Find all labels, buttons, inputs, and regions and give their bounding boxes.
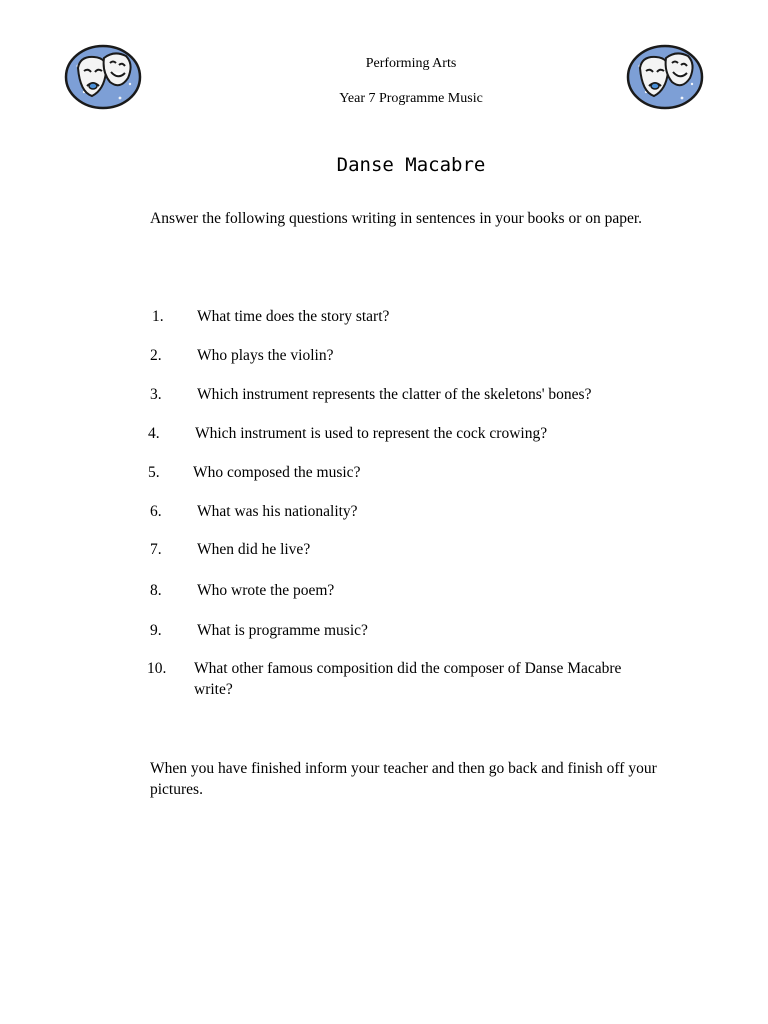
question-number: 10. — [147, 660, 167, 677]
question-text: What was his nationality? — [197, 503, 358, 520]
question-number: 7. — [150, 541, 162, 558]
question-text: Who wrote the poem? — [197, 582, 335, 599]
question-text: What other famous composition did the composer of Danse Macabre write? — [194, 660, 622, 698]
question-text: Which instrument is used to represent the cock crowing? — [195, 425, 548, 442]
question-text: Who plays the violin? — [197, 347, 334, 364]
question-number: 6. — [150, 503, 162, 520]
question-text: When did he live? — [197, 541, 311, 558]
question-number: 9. — [150, 622, 162, 639]
question-number: 5. — [148, 464, 160, 481]
closing-paragraph: When you have finished inform your teacher and then go back and finish off your pictures. — [150, 760, 657, 798]
question-text: What is programme music? — [197, 622, 368, 639]
subtitle-heading: Year 7 Programme Music — [339, 91, 483, 106]
department-heading: Performing Arts — [365, 56, 457, 71]
instructions-paragraph: Answer the following questions writing in sentences in your books or on paper. — [150, 210, 643, 227]
question-number: 3. — [150, 386, 162, 403]
question-number: 2. — [150, 347, 162, 364]
page-title: Danse Macabre — [336, 154, 486, 176]
question-text: Which instrument represents the clatter of the skeletons' bones? — [197, 386, 592, 403]
question-number: 4. — [148, 425, 160, 442]
question-number: 8. — [150, 582, 162, 599]
question-text: What time does the story start? — [197, 308, 390, 325]
question-number: 1. — [152, 308, 164, 325]
question-text: Who composed the music? — [193, 464, 361, 481]
